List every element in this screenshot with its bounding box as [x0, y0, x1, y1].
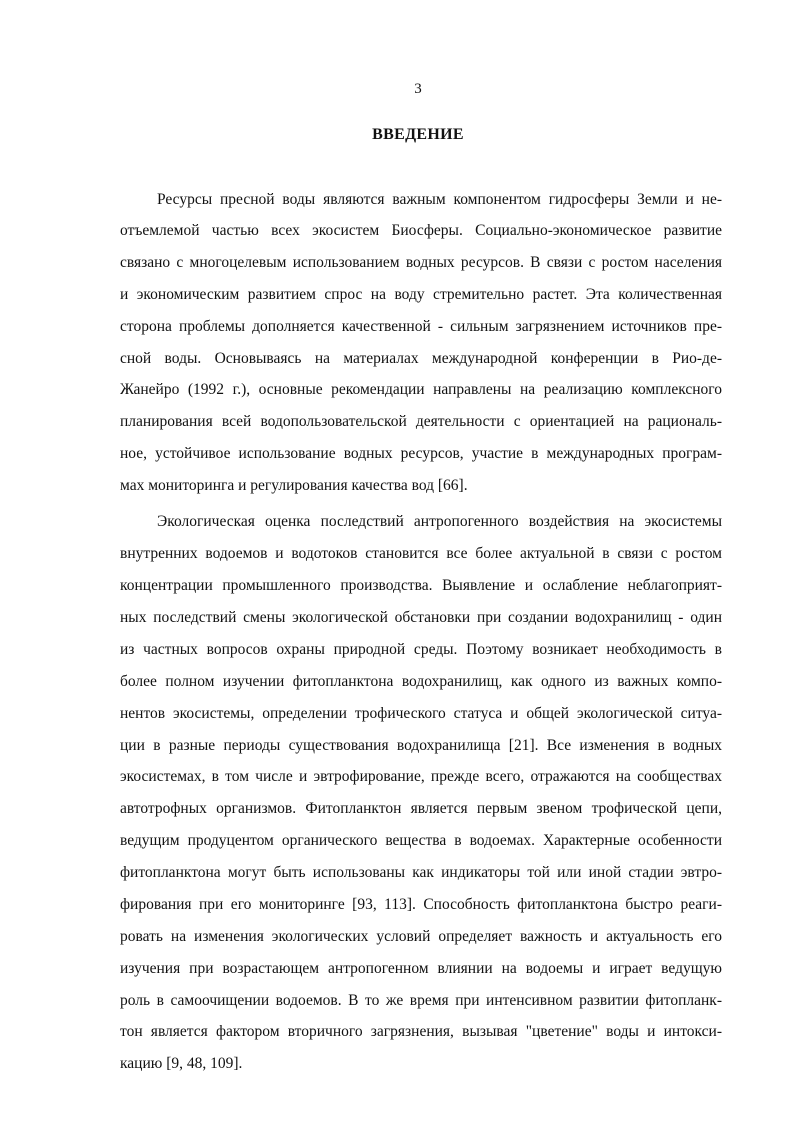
- section-heading: ВВЕДЕНИЕ: [372, 126, 464, 143]
- text-line: автотрофных организмов. Фитопланктон является первым звеном трофической цепи,: [120, 800, 722, 817]
- text-line: нентов экосистемы, определении трофического статуса и общей экологической ситуа-: [120, 705, 722, 722]
- text-line: и экономическим развитием спрос на воду стремительно растет. Эта количественная: [120, 286, 722, 303]
- text-line: фитопланктона могут быть использованы как индикаторы той или иной стадии эвтро-: [120, 864, 722, 881]
- text-line: из частных вопросов охраны природной среды. Поэтому возникает необходимость в: [120, 641, 722, 658]
- text-line: Жанейро (1992 г.), основные рекомендации направлены на реализацию комплексного: [120, 381, 722, 398]
- text-line: ции в разные периоды существования водохранилища [21]. Все изменения в водных: [120, 737, 722, 754]
- text-line: сторона проблемы дополняется качественной - сильным загрязнением источников пре-: [120, 318, 722, 335]
- page-number: 3: [414, 81, 422, 97]
- text-line: роль в самоочищении водоемов. В то же время при интенсивном развитии фитопланк-: [120, 992, 722, 1009]
- text-line: тон является фактором вторичного загрязнения, вызывая "цветение" воды и интокси-: [120, 1023, 722, 1040]
- text-line: связано с многоцелевым использованием водных ресурсов. В связи с ростом населения: [120, 254, 722, 271]
- text-line: ведущим продуцентом органического вещества в водоемах. Характерные особенности: [120, 832, 722, 849]
- text-line: концентрации промышленного производства. Выявление и ослабление неблагоприят-: [120, 577, 722, 594]
- text-line: фирования при его мониторинге [93, 113]. Способность фитопланктона быстро реаги-: [120, 896, 722, 913]
- text-line: внутренних водоемов и водотоков становится все более актуальной в связи с ростом: [120, 545, 722, 562]
- text-line: кацию [9, 48, 109].: [120, 1055, 243, 1072]
- text-line: отъемлемой частью всех экосистем Биосферы. Социально-экономическое развитие: [120, 222, 722, 239]
- text-line: экосистемах, в том числе и эвтрофирование, прежде всего, отражаются на сообществах: [120, 768, 722, 785]
- text-line: сной воды. Основываясь на материалах международной конференции в Рио-де-: [120, 350, 722, 367]
- text-line: Ресурсы пресной воды являются важным компонентом гидросферы Земли и не-: [157, 191, 722, 208]
- text-line: планирования всей водопользовательской деятельности с ориентацией на рациональ-: [120, 413, 722, 430]
- text-line: Экологическая оценка последствий антропогенного воздействия на экосистемы: [157, 513, 722, 530]
- text-line: мах мониторинга и регулирования качества вод [66].: [120, 477, 468, 494]
- text-line: более полном изучении фитопланктона водохранилищ, как одного из важных компо-: [120, 673, 722, 690]
- text-line: ных последствий смены экологической обстановки при создании водохранилищ - один: [120, 609, 722, 626]
- text-line: ровать на изменения экологических условий определяет важность и актуальность его: [120, 928, 722, 945]
- text-line: ное, устойчивое использование водных ресурсов, участие в международных програм-: [120, 445, 722, 462]
- text-line: изучения при возрастающем антропогенном влиянии на водоемы и играет ведущую: [120, 960, 722, 977]
